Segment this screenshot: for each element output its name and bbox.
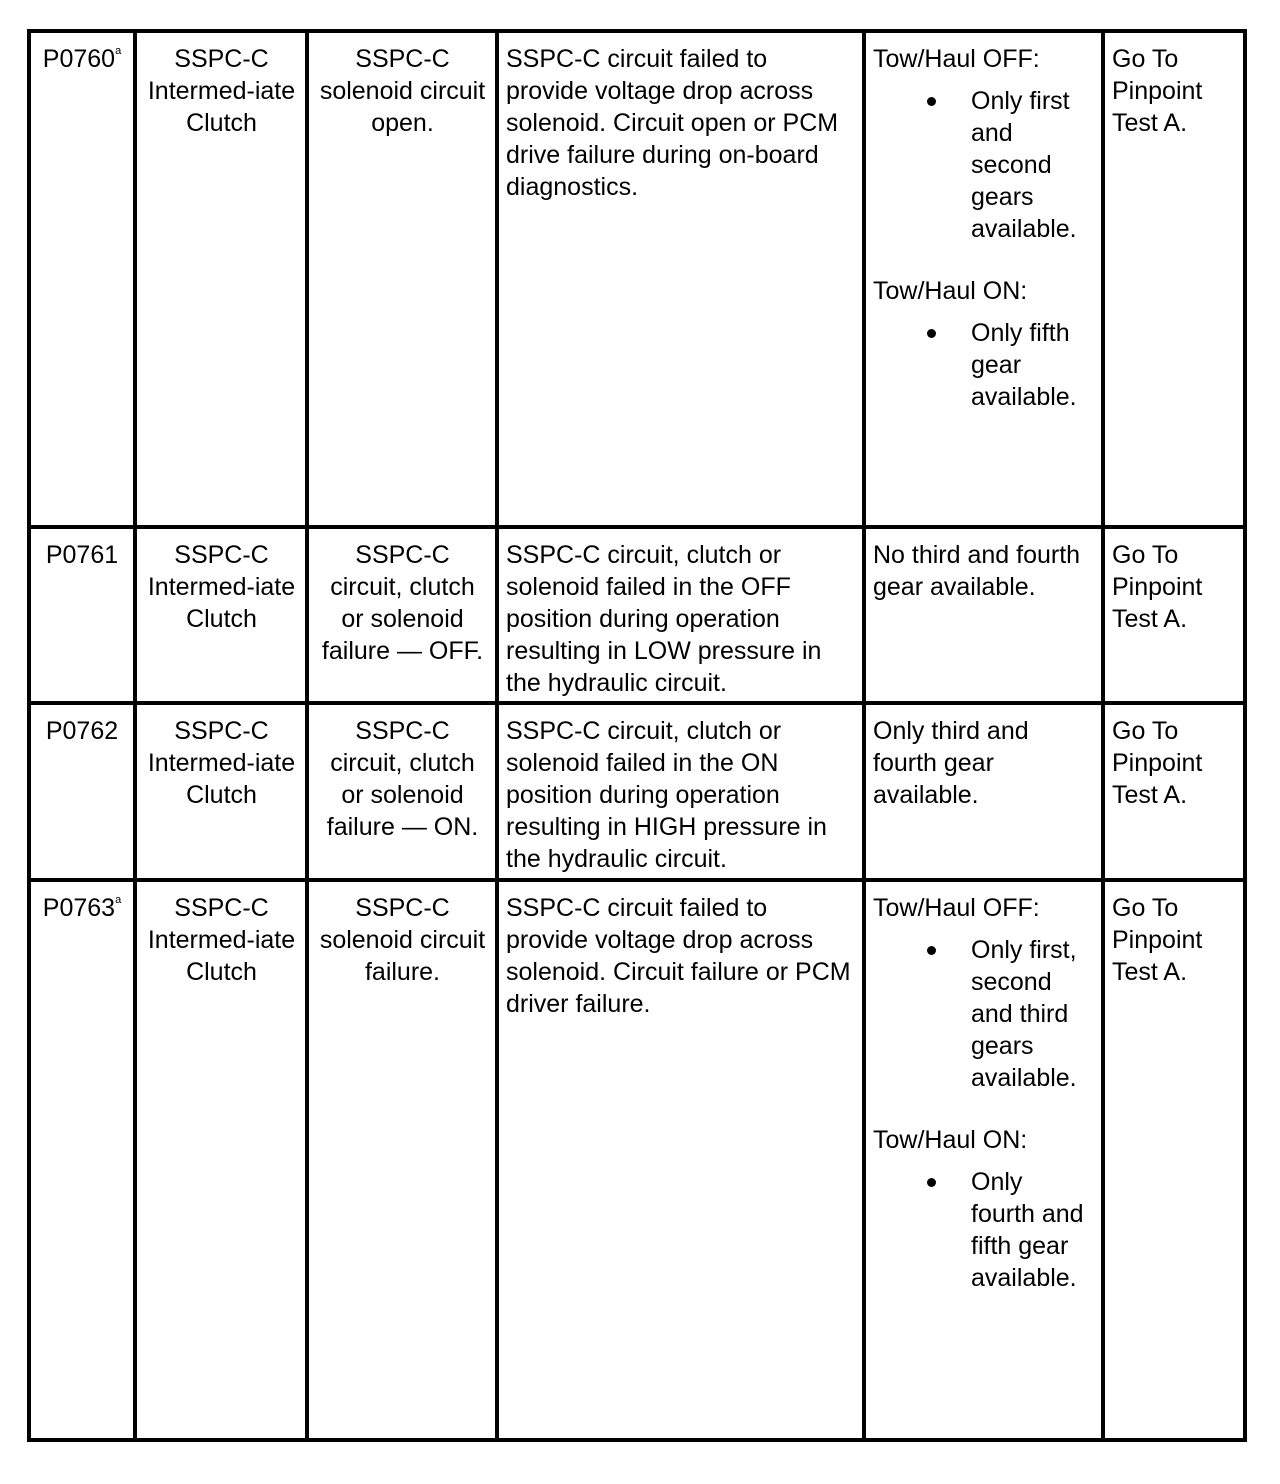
action-text: Go To Pinpoint Test A. <box>1112 717 1203 809</box>
bullet-text: Only fourth and fifth gear available. <box>971 1168 1084 1292</box>
description-cell <box>499 882 866 1438</box>
condition-cell <box>309 33 499 525</box>
bullet-icon <box>873 1166 971 1294</box>
dtc-code: P0763 <box>42 894 116 922</box>
bullet-text: Only fifth gear available. <box>971 319 1077 411</box>
footnote-marker: a <box>115 45 122 57</box>
bullet-item <box>873 85 1095 245</box>
bullet-item <box>873 1166 1095 1294</box>
component-cell <box>137 705 309 878</box>
bullet-text: Only first and second gears available. <box>971 87 1077 243</box>
dtc-code-cell <box>31 882 137 1438</box>
dtc-code-cell <box>31 33 137 525</box>
component-cell <box>137 529 309 701</box>
description-text: SSPC-C circuit, clutch or solenoid failed in the ON position during operation resulting in HIGH pressure in the hydraulic circuit. <box>506 717 827 873</box>
description-text: SSPC-C circuit failed to provide voltage drop across solenoid. Circuit open or PCM drive failure during on-board diagnostics. <box>506 45 839 201</box>
table-row <box>31 705 1243 882</box>
condition-cell <box>309 882 499 1438</box>
action-text: Go To Pinpoint Test A. <box>1112 45 1203 137</box>
component-cell <box>137 33 309 525</box>
condition-text: SSPC-C circuit, clutch or solenoid failure — ON. <box>326 717 479 841</box>
symptom-cell <box>866 882 1105 1438</box>
component-text: SSPC-C Intermed-iate Clutch <box>147 45 296 137</box>
action-cell <box>1105 705 1243 878</box>
action-cell <box>1105 882 1243 1438</box>
bullet-icon <box>873 85 971 245</box>
condition-text: SSPC-C circuit, clutch or solenoid failure — OFF. <box>321 541 484 665</box>
description-text: SSPC-C circuit failed to provide voltage drop across solenoid. Circuit failure or PCM driver failure. <box>506 894 851 1018</box>
bullet-item <box>873 934 1095 1094</box>
description-cell <box>499 705 866 878</box>
table-row <box>31 33 1243 529</box>
bullet-text: Only first, second and third gears available. <box>971 936 1077 1092</box>
dtc-table <box>27 29 1247 1442</box>
symptom-cell <box>866 705 1105 878</box>
condition-cell <box>309 705 499 878</box>
description-cell <box>499 33 866 525</box>
symptom-cell <box>866 33 1105 525</box>
action-text: Go To Pinpoint Test A. <box>1112 894 1203 986</box>
condition-text: SSPC-C solenoid circuit failure. <box>319 894 486 986</box>
symptom-text: No third and fourth gear available. <box>873 541 1081 601</box>
condition-cell <box>309 529 499 701</box>
symptom-text: Only third and fourth gear available. <box>873 717 1029 809</box>
tow-haul-off-label: Tow/Haul OFF: <box>873 45 1040 73</box>
bullet-item <box>873 317 1095 413</box>
component-cell <box>137 882 309 1438</box>
action-cell <box>1105 33 1243 525</box>
dtc-code: P0760 <box>42 45 116 73</box>
action-cell <box>1105 529 1243 701</box>
table-row <box>31 882 1243 1438</box>
symptom-cell <box>866 529 1105 701</box>
component-text: SSPC-C Intermed-iate Clutch <box>147 894 296 986</box>
component-text: SSPC-C Intermed-iate Clutch <box>147 541 296 633</box>
dtc-code-cell <box>31 529 137 701</box>
dtc-code: P0762 <box>45 717 119 745</box>
dtc-code: P0761 <box>45 541 119 569</box>
description-text: SSPC-C circuit, clutch or solenoid failed in the OFF position during operation resulting in LOW pressure in the hydraulic circuit. <box>506 541 822 697</box>
component-text: SSPC-C Intermed-iate Clutch <box>147 717 296 809</box>
tow-haul-on-label: Tow/Haul ON: <box>873 1126 1028 1154</box>
table-row <box>31 529 1243 705</box>
condition-text: SSPC-C solenoid circuit open. <box>319 45 486 137</box>
footnote-marker: a <box>115 894 122 906</box>
bullet-icon <box>873 317 971 413</box>
bullet-icon <box>873 934 971 1094</box>
tow-haul-on-label: Tow/Haul ON: <box>873 277 1028 305</box>
tow-haul-off-label: Tow/Haul OFF: <box>873 894 1040 922</box>
action-text: Go To Pinpoint Test A. <box>1112 541 1203 633</box>
description-cell <box>499 529 866 701</box>
dtc-code-cell <box>31 705 137 878</box>
